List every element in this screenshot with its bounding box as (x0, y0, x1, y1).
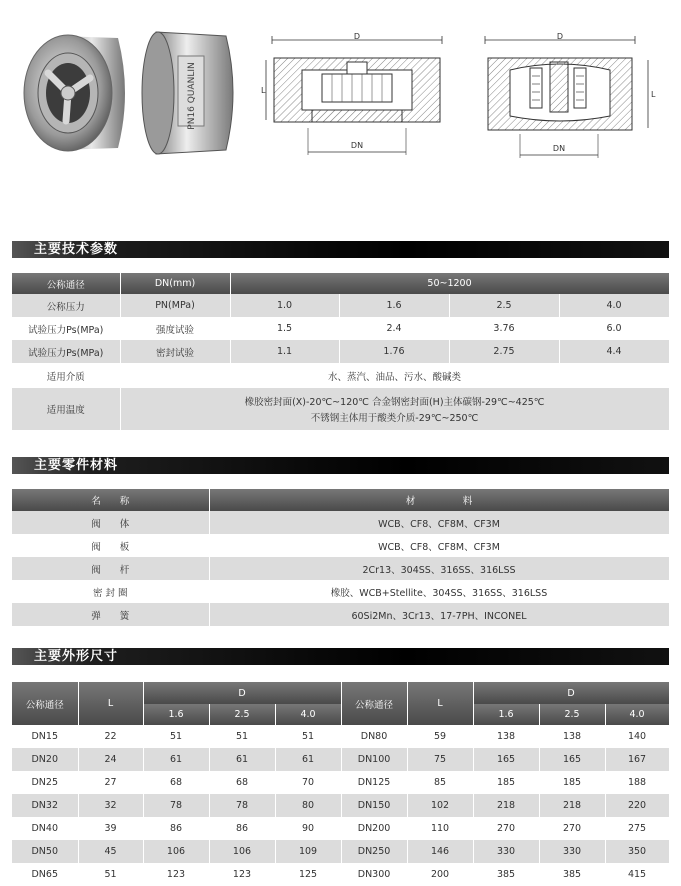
header-cell: 公称通径 (12, 682, 78, 725)
table-row (12, 388, 669, 430)
cell: 78 (143, 794, 209, 817)
part-name: 弹 簧 (12, 603, 209, 626)
cell: 140 (605, 725, 669, 748)
table-row (12, 557, 669, 580)
cell: 200 (407, 863, 473, 886)
header-cell: 公称通径 (341, 682, 407, 725)
cell: 75 (407, 748, 473, 771)
drawing-metal-seal (470, 30, 670, 165)
table-row (12, 534, 669, 557)
header-cell: 材 料 (209, 489, 669, 511)
header-cell: L (407, 682, 473, 725)
section-title: 主要技术参数 (34, 242, 119, 257)
materials-table (12, 489, 670, 626)
dim-dn-label: DN (350, 141, 364, 150)
table-row (12, 363, 669, 388)
cell: 110 (407, 817, 473, 840)
temp-line-2: 不锈钢主体用于酸类介质-29℃~250℃ (310, 413, 479, 424)
cell: DN300 (341, 863, 407, 886)
cell: 61 (143, 748, 209, 771)
cell: 185 (473, 771, 539, 794)
table-row (12, 340, 669, 363)
cell: DN65 (12, 863, 78, 886)
section-header-dimensions (12, 648, 669, 665)
row-label: 适用温度 (12, 388, 120, 430)
cell: 123 (143, 863, 209, 886)
cell: 78 (209, 794, 275, 817)
section-header-tech-params (12, 241, 669, 258)
cell: 330 (473, 840, 539, 863)
table-row (12, 748, 669, 771)
cell: 90 (275, 817, 341, 840)
cell: 275 (605, 817, 669, 840)
cell: 85 (407, 771, 473, 794)
cell: 24 (78, 748, 143, 771)
cell: 270 (539, 817, 605, 840)
cell: 61 (275, 748, 341, 771)
table-row (12, 511, 669, 534)
table-row (12, 794, 669, 817)
header-cell: DN(mm) (120, 273, 230, 294)
cell: DN25 (12, 771, 78, 794)
valve-front-photo (18, 28, 132, 158)
dimensions-body (12, 725, 669, 886)
table-row (12, 725, 669, 748)
cell: 39 (78, 817, 143, 840)
cell: 415 (605, 863, 669, 886)
row-sub: 强度试验 (120, 317, 230, 340)
valve-stamp-text: PN16 QUANLIN (187, 62, 197, 130)
section-title: 主要零件材料 (34, 458, 119, 473)
part-material: WCB、CF8、CF8M、CF3M (209, 534, 669, 557)
part-name: 阀 杆 (12, 557, 209, 580)
dim-dn-label-2: DN (552, 144, 566, 153)
part-material: WCB、CF8、CF8M、CF3M (209, 511, 669, 534)
cell: 51 (275, 725, 341, 748)
tech-params-table (12, 273, 670, 430)
cell: 385 (539, 863, 605, 886)
cell: 102 (407, 794, 473, 817)
row-label: 试验压力Ps(MPa) (12, 317, 120, 340)
temp-line-1: 橡胶密封面(X)-20℃~120℃ 合金钢密封面(H)主体碳钢-29℃~425℃ (244, 397, 545, 408)
table-row (12, 294, 669, 317)
pressure-header: 2.5 (539, 704, 605, 725)
cell: DN80 (341, 725, 407, 748)
cell: 2.4 (339, 317, 449, 340)
cell: DN32 (12, 794, 78, 817)
header-cell: L (78, 682, 143, 725)
header-cell: 50~1200 (230, 273, 669, 294)
cell: 51 (143, 725, 209, 748)
cell: 165 (473, 748, 539, 771)
section-title: 主要外形尺寸 (34, 649, 119, 664)
part-name: 阀 板 (12, 534, 209, 557)
medium-value: 水、蒸汽、油品、污水、酸碱类 (120, 363, 669, 388)
cell: 350 (605, 840, 669, 863)
cell: 1.6 (339, 294, 449, 317)
row-label: 试验压力Ps(MPa) (12, 340, 120, 363)
dim-l-label-2: L (651, 90, 656, 99)
cell: 109 (275, 840, 341, 863)
part-name: 阀 体 (12, 511, 209, 534)
temp-value (120, 388, 669, 430)
table-row (12, 603, 669, 626)
cell: 51 (209, 725, 275, 748)
cell: DN100 (341, 748, 407, 771)
cell: 165 (539, 748, 605, 771)
cell: 185 (539, 771, 605, 794)
part-name: 密 封 圈 (12, 580, 209, 603)
cell: DN20 (12, 748, 78, 771)
part-material: 2Cr13、304SS、316SS、316LSS (209, 557, 669, 580)
header-cell: 公称通径 (12, 273, 120, 294)
table-row (12, 863, 669, 886)
cell: DN40 (12, 817, 78, 840)
valve-side-photo (136, 26, 240, 158)
cell: 220 (605, 794, 669, 817)
cell: 218 (473, 794, 539, 817)
cell: 32 (78, 794, 143, 817)
cell: DN125 (341, 771, 407, 794)
cell: 22 (78, 725, 143, 748)
part-material: 橡胶、WCB+Stellite、304SS、316SS、316LSS (209, 580, 669, 603)
cell: 1.1 (230, 340, 339, 363)
cell: DN15 (12, 725, 78, 748)
cell: 80 (275, 794, 341, 817)
cell: 70 (275, 771, 341, 794)
cell: 4.0 (559, 294, 669, 317)
header-cell: D (143, 682, 341, 704)
cell: 4.4 (559, 340, 669, 363)
cell: 123 (209, 863, 275, 886)
cell: 330 (539, 840, 605, 863)
dim-d-label-2: D (556, 32, 564, 41)
cell: 2.75 (449, 340, 559, 363)
pressure-header: 4.0 (605, 704, 669, 725)
cell: 138 (539, 725, 605, 748)
cell: 1.5 (230, 317, 339, 340)
drawing-rubber-seal (252, 30, 464, 165)
cell: 3.76 (449, 317, 559, 340)
cell: 59 (407, 725, 473, 748)
cell: 125 (275, 863, 341, 886)
cell: 1.76 (339, 340, 449, 363)
table-row (12, 580, 669, 603)
pressure-header: 4.0 (275, 704, 341, 725)
section-header-materials (12, 457, 669, 474)
cell: DN250 (341, 840, 407, 863)
cell: 167 (605, 748, 669, 771)
cell: 45 (78, 840, 143, 863)
dim-l-label: L (261, 86, 266, 95)
cell: 188 (605, 771, 669, 794)
pressure-header: 2.5 (209, 704, 275, 725)
row-label: 适用介质 (12, 363, 120, 388)
cell: 138 (473, 725, 539, 748)
cell: 86 (143, 817, 209, 840)
header-cell: D (473, 682, 669, 704)
pressure-header: 1.6 (143, 704, 209, 725)
table-row (12, 840, 669, 863)
cell: 86 (209, 817, 275, 840)
cell: 218 (539, 794, 605, 817)
header-cell: 名 称 (12, 489, 209, 511)
cell: 27 (78, 771, 143, 794)
cell: 270 (473, 817, 539, 840)
dim-d-label: D (353, 32, 361, 41)
cell: 106 (143, 840, 209, 863)
cell: DN200 (341, 817, 407, 840)
table-row (12, 317, 669, 340)
pressure-header: 1.6 (473, 704, 539, 725)
table-row (12, 817, 669, 840)
cell: 68 (209, 771, 275, 794)
dimensions-table (12, 682, 670, 886)
cell: 106 (209, 840, 275, 863)
table-row (12, 771, 669, 794)
row-sub: 密封试验 (120, 340, 230, 363)
cell: DN50 (12, 840, 78, 863)
row-sub: PN(MPa) (120, 294, 230, 317)
cell: 146 (407, 840, 473, 863)
cell: DN150 (341, 794, 407, 817)
cell: 6.0 (559, 317, 669, 340)
row-label: 公称压力 (12, 294, 120, 317)
cell: 385 (473, 863, 539, 886)
cell: 61 (209, 748, 275, 771)
part-material: 60Si2Mn、3Cr13、17-7PH、INCONEL (209, 603, 669, 626)
cell: 2.5 (449, 294, 559, 317)
cell: 68 (143, 771, 209, 794)
cell: 51 (78, 863, 143, 886)
cell: 1.0 (230, 294, 339, 317)
